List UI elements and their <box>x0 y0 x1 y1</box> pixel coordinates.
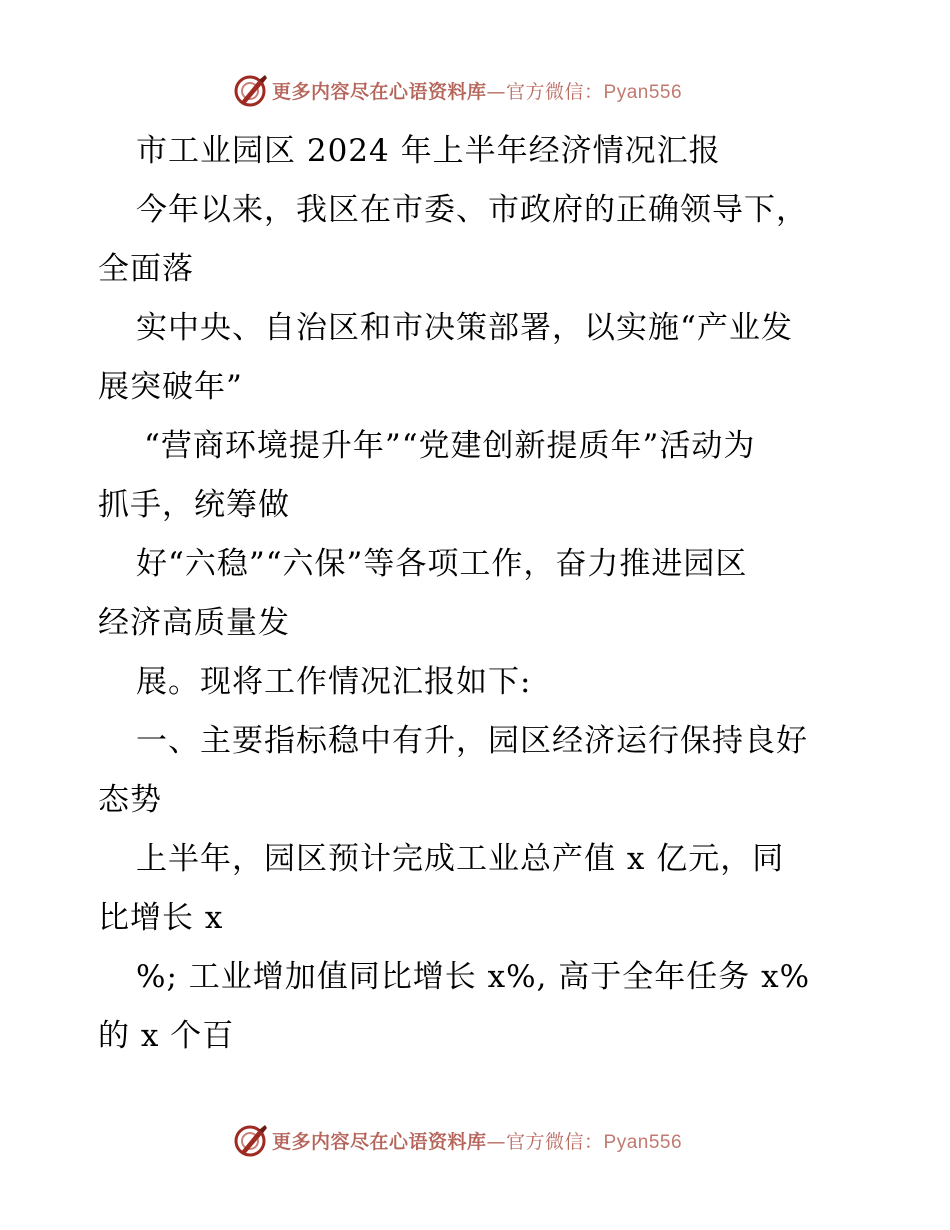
banner-official-label: 官方微信： <box>506 1130 604 1153</box>
paragraph-line: 展突破年” <box>98 369 243 405</box>
pen-logo-icon <box>232 1122 268 1158</box>
document-body <box>98 122 858 1066</box>
banner-site-name: 更多内容尽在心语资料库 <box>272 80 487 103</box>
document-title: 市工业园区 2024 年上半年经济情况汇报 <box>136 133 721 169</box>
banner-dash: — <box>486 80 507 103</box>
paragraph-line: 展。现将工作情况汇报如下: <box>136 664 532 700</box>
paragraph-line: 实中央、自治区和市决策部署，以实施“产业发 <box>136 310 793 346</box>
banner-dash: — <box>486 1130 507 1153</box>
header-watermark-banner <box>232 70 752 110</box>
paragraph-line: 经济高质量发 <box>98 605 290 641</box>
paragraph-line: 上半年，园区预计完成工业总产值 x 亿元，同 <box>136 841 785 877</box>
paragraph-line: 抓手，统筹做 <box>98 487 290 523</box>
banner-text <box>272 77 682 104</box>
banner-account: Pyan556 <box>603 1131 683 1153</box>
section-heading: 一、主要指标稳中有升，园区经济运行保持良好 <box>136 723 808 759</box>
pen-logo-icon <box>232 72 268 108</box>
banner-account: Pyan556 <box>603 81 683 103</box>
paragraph-line: 比增长 x <box>98 900 224 936</box>
paragraph-line: 态势 <box>98 782 162 818</box>
paragraph-line: 今年以来，我区在市委、市政府的正确领导下， <box>136 192 808 228</box>
footer-watermark-banner <box>232 1120 752 1160</box>
banner-text <box>272 1127 682 1154</box>
paragraph-line: “营商环境提升年”“党建创新提质年”活动为 <box>144 428 756 464</box>
paragraph-line: 好“六稳”“六保”等各项工作，奋力推进园区 <box>136 546 748 582</box>
banner-official-label: 官方微信： <box>506 80 604 103</box>
banner-site-name: 更多内容尽在心语资料库 <box>272 1130 487 1153</box>
paragraph-line: 全面落 <box>98 251 194 287</box>
paragraph-line: 的 x 个百 <box>98 1018 235 1054</box>
paragraph-line: %; 工业增加值同比增长 x%, 高于全年任务 x% <box>136 959 811 995</box>
